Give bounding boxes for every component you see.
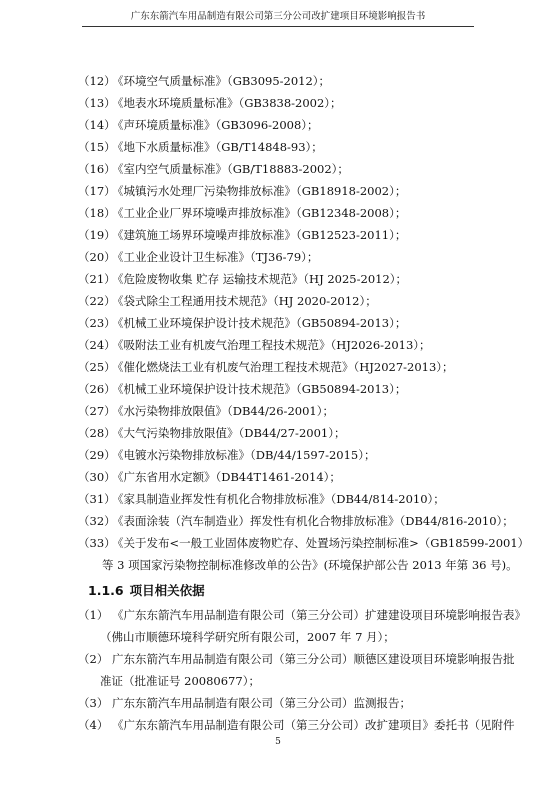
list-item-number: （2） bbox=[78, 652, 109, 666]
list-item-number: （32） bbox=[78, 514, 116, 528]
list-item-number: （24） bbox=[78, 338, 116, 352]
list-item-number: （22） bbox=[78, 294, 116, 308]
list-item bbox=[0, 604, 556, 626]
list-item-number: （1） bbox=[78, 608, 109, 622]
list-item-continuation bbox=[0, 670, 556, 692]
list-item-text: 《地表水环境质量标准》（GB3838-2002）； bbox=[112, 96, 342, 110]
page-header: 广东东箭汽车用品制造有限公司第三分公司改扩建项目环境影响报告书 bbox=[82, 10, 474, 27]
standards-continuation: 等 3 项国家污染物控制标准修改单的公告》(环境保护部公告 2013 年第 36 号)。 bbox=[102, 558, 518, 572]
list-item-text: （佛山市顺德环境科学研究所有限公司，2007 年 7 月）； bbox=[100, 630, 395, 644]
list-item bbox=[0, 510, 556, 532]
list-item bbox=[0, 180, 556, 202]
list-item-text: 《城镇污水处理厂污染物排放标准》（GB18918-2002）； bbox=[112, 184, 407, 198]
list-item bbox=[0, 400, 556, 422]
list-item-text: 《工业企业设计卫生标准》（TJ36-79）； bbox=[112, 250, 319, 264]
list-item-number: （28） bbox=[78, 426, 116, 440]
list-item bbox=[0, 224, 556, 246]
standards-list bbox=[0, 70, 556, 554]
list-item bbox=[0, 202, 556, 224]
section-title: 项目相关依据 bbox=[129, 583, 205, 598]
list-item-text: 《家具制造业挥发性有机化合物排放标准》（DB44/814-2010）； bbox=[112, 492, 445, 506]
list-item bbox=[0, 422, 556, 444]
list-item-number: （15） bbox=[78, 140, 116, 154]
list-item-number: （20） bbox=[78, 250, 116, 264]
list-item-text: 《声环境质量标准》（GB3096-2008）； bbox=[112, 118, 319, 132]
list-item-number: （21） bbox=[78, 272, 116, 286]
list-item-number: （26） bbox=[78, 382, 116, 396]
list-item-number: （25） bbox=[78, 360, 116, 374]
list-item bbox=[0, 114, 556, 136]
list-item-text: 《大气污染物排放限值》（DB44/27-2001）； bbox=[112, 426, 346, 440]
list-item-text: 《水污染物排放限值》（DB44/26-2001）； bbox=[112, 404, 334, 418]
list-item bbox=[0, 488, 556, 510]
list-item-text: 《广东东箭汽车用品制造有限公司（第三分公司）扩建建设项目环境影响报告表》 bbox=[112, 608, 526, 622]
list-item-continuation bbox=[0, 626, 556, 648]
list-item-text: 广东东箭汽车用品制造有限公司（第三分公司）顺德区建设项目环境影响报告批 bbox=[112, 652, 515, 666]
page-number: 5 bbox=[275, 737, 281, 747]
list-item-text: 《地下水质量标准》（GB/T14848-93）； bbox=[112, 140, 323, 154]
section-number: 1.1.6 bbox=[88, 583, 124, 598]
list-item-text: 《工业企业厂界环境噪声排放标准》（GB12348-2008）； bbox=[112, 206, 407, 220]
list-item bbox=[0, 692, 556, 714]
list-item bbox=[0, 312, 556, 334]
basis-list bbox=[0, 604, 556, 736]
list-item-number: （19） bbox=[78, 228, 116, 242]
list-item-text: 《危险废物收集 贮存 运输技术规范》（HJ 2025-2012）； bbox=[112, 272, 408, 286]
list-item-text: 《建筑施工场界环境噪声排放标准》（GB12523-2011）； bbox=[112, 228, 407, 242]
list-item-number: （31） bbox=[78, 492, 116, 506]
list-item-text: 《广东东箭汽车用品制造有限公司（第三分公司）改扩建项目》委托书（见附件 bbox=[112, 718, 515, 732]
list-item bbox=[0, 136, 556, 158]
list-item-text: 《环境空气质量标准》（GB3095-2012）； bbox=[112, 74, 331, 88]
list-item-number: （14） bbox=[78, 118, 116, 132]
list-item bbox=[0, 444, 556, 466]
list-item-number: （33） bbox=[78, 536, 116, 550]
list-item bbox=[0, 246, 556, 268]
list-item bbox=[0, 648, 556, 670]
list-item bbox=[0, 290, 556, 312]
list-item-text: 《袋式除尘工程通用技术规范》（HJ 2020-2012）； bbox=[112, 294, 377, 308]
section-heading bbox=[88, 578, 556, 604]
list-item bbox=[0, 466, 556, 488]
list-item-number: （29） bbox=[78, 448, 116, 462]
list-item-number: （3） bbox=[78, 696, 109, 710]
document-body bbox=[0, 70, 556, 736]
list-item-text: 《吸附法工业有机废气治理工程技术规范》（HJ2026-2013）； bbox=[112, 338, 431, 352]
list-item-text: 《机械工业环境保护设计技术规范》（GB50894-2013）； bbox=[112, 382, 407, 396]
list-item-number: （17） bbox=[78, 184, 116, 198]
list-item-number: （30） bbox=[78, 470, 116, 484]
list-item-text: 《广东省用水定额》（DB44T1461-2014）； bbox=[112, 470, 341, 484]
list-item-text: 《机械工业环境保护设计技术规范》（GB50894-2013）； bbox=[112, 316, 407, 330]
list-item-text: 《表面涂装（汽车制造业）挥发性有机化合物排放标准》（DB44/816-2010）； bbox=[112, 514, 514, 528]
list-item-number: （23） bbox=[78, 316, 116, 330]
list-item-text: 《催化燃烧法工业有机废气治理工程技术规范》（HJ2027-2013）； bbox=[112, 360, 454, 374]
list-item bbox=[0, 356, 556, 378]
list-item-number: （4） bbox=[78, 718, 109, 732]
list-item bbox=[0, 378, 556, 400]
list-item bbox=[0, 268, 556, 290]
list-item-text: 广东东箭汽车用品制造有限公司（第三分公司）监测报告； bbox=[112, 696, 411, 710]
list-item-text: 《电镀水污染物排放标准》（DB/44/1597-2015）； bbox=[112, 448, 376, 462]
list-item bbox=[0, 92, 556, 114]
list-item-number: （13） bbox=[78, 96, 116, 110]
list-item bbox=[0, 70, 556, 92]
list-item bbox=[0, 714, 556, 736]
list-item-text: 《室内空气质量标准》（GB/T18883-2002）； bbox=[112, 162, 349, 176]
list-item-number: （12） bbox=[78, 74, 116, 88]
list-item bbox=[0, 334, 556, 356]
list-item-number: （18） bbox=[78, 206, 116, 220]
list-item bbox=[0, 158, 556, 180]
list-item-number: （27） bbox=[78, 404, 116, 418]
list-item-number: （16） bbox=[78, 162, 116, 176]
list-item-text: 《关于发布<一般工业固体废物贮存、处置场污染控制标准>（GB18599-2001） bbox=[112, 536, 530, 550]
list-item-text: 准证（批准证号 20080677）； bbox=[100, 674, 260, 688]
list-item bbox=[0, 532, 556, 554]
